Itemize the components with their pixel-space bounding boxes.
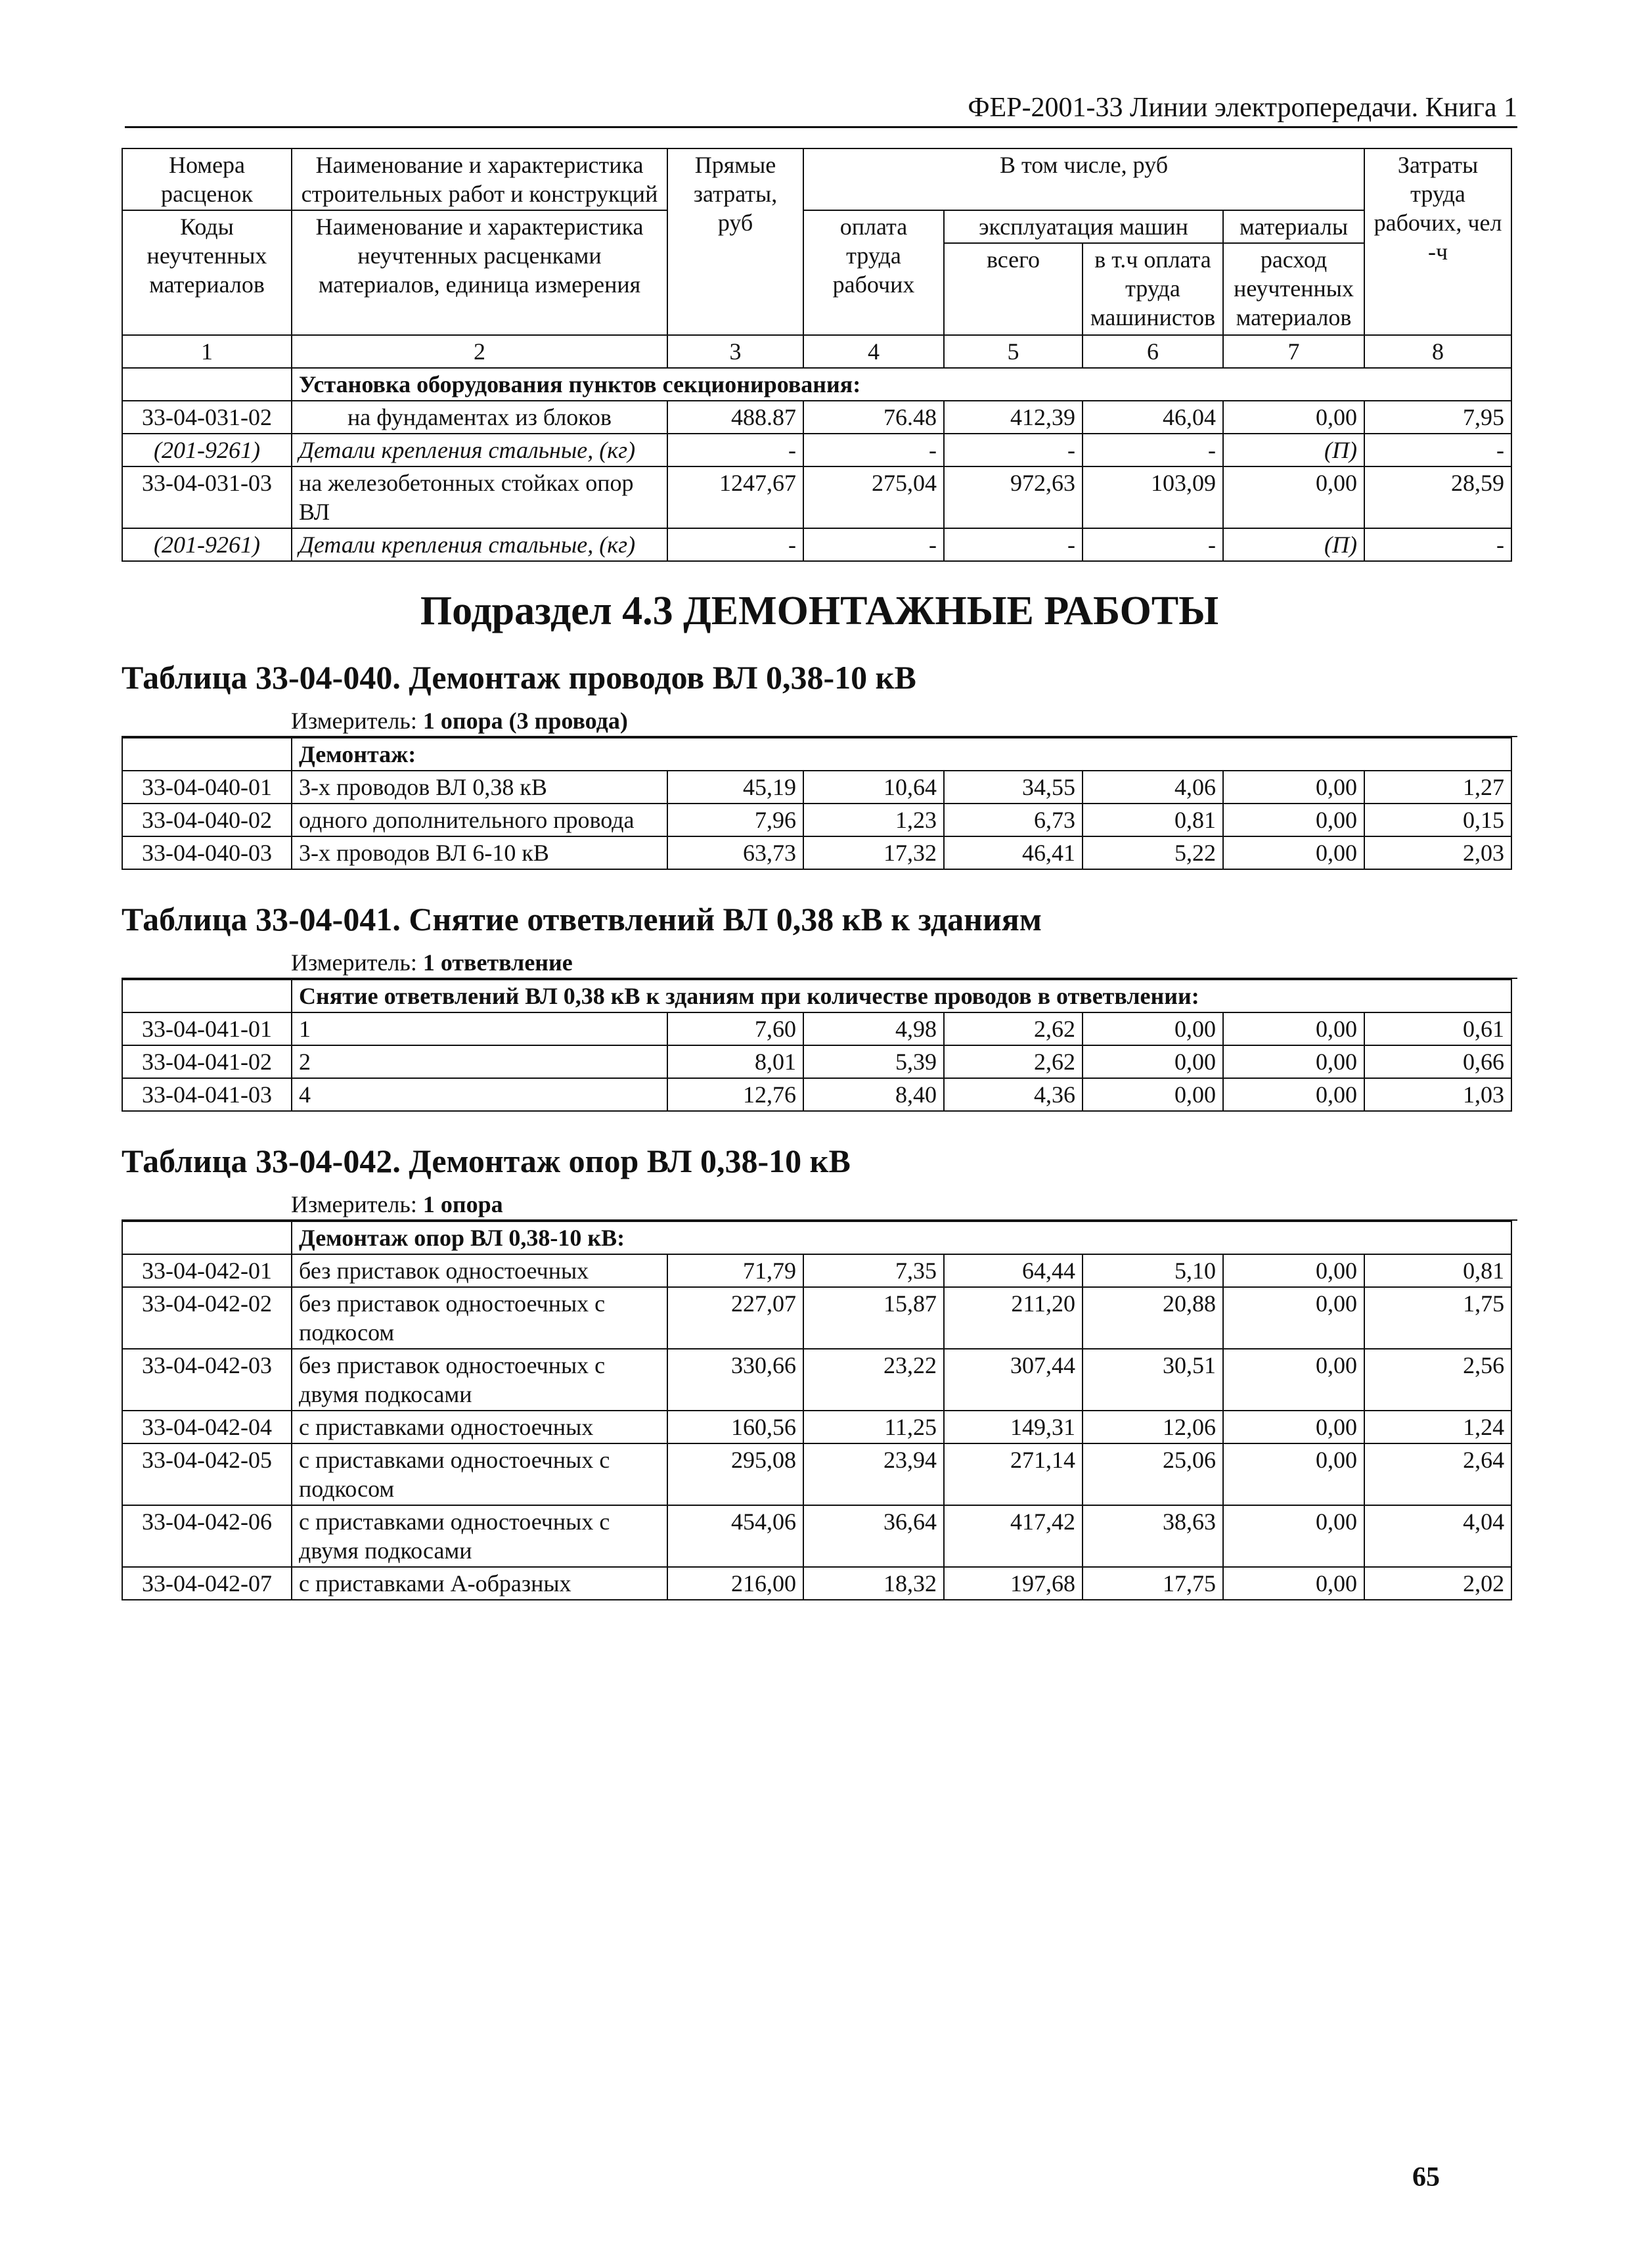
- cell-machines: 271,14: [944, 1443, 1083, 1505]
- cell-labor: 275,04: [803, 466, 944, 528]
- cell-labor: 18,32: [803, 1567, 944, 1600]
- rate-code: 33-04-042-05: [122, 1443, 292, 1505]
- group-heading: Установка оборудования пунктов секционирования:: [292, 368, 1511, 401]
- cell-labor: -: [803, 434, 944, 466]
- rate-code: 33-04-041-02: [122, 1045, 292, 1078]
- cell-machines: 4,36: [944, 1078, 1083, 1111]
- cell-operators: 103,09: [1083, 466, 1223, 528]
- cell-machines: 972,63: [944, 466, 1083, 528]
- cell-hours: 28,59: [1364, 466, 1511, 528]
- cell-materials: 0,00: [1223, 836, 1364, 869]
- subsection-title: Подраздел 4.3 ДЕМОНТАЖНЫЕ РАБОТЫ: [420, 589, 1219, 633]
- head-material-codes: Коды неучтенных материалов: [122, 210, 292, 335]
- cell-operators: 12,06: [1083, 1411, 1223, 1443]
- cell-labor: -: [803, 528, 944, 561]
- col-num: 3: [667, 335, 803, 368]
- cell-hours: 2,64: [1364, 1443, 1511, 1505]
- cell-direct: 12,76: [667, 1078, 803, 1111]
- cell-hours: 0,15: [1364, 804, 1511, 836]
- cell-hours: 1,27: [1364, 771, 1511, 804]
- rate-name: без приставок одностоечных с подкосом: [292, 1287, 667, 1349]
- head-names: Наименование и характеристика строительных работ и конструкций: [292, 148, 667, 210]
- cell-hours: 2,56: [1364, 1349, 1511, 1411]
- column-header-table: [122, 148, 1512, 562]
- rate-code: 33-04-041-01: [122, 1012, 292, 1045]
- head-codes: Номера расценок: [122, 148, 292, 210]
- cell-labor: 17,32: [803, 836, 944, 869]
- rate-name: 2: [292, 1045, 667, 1078]
- cell-machines: 149,31: [944, 1411, 1083, 1443]
- cell-labor: 23,22: [803, 1349, 944, 1411]
- cell-direct: 454,06: [667, 1505, 803, 1567]
- table-041: [122, 979, 1512, 1112]
- group-heading: Демонтаж опор ВЛ 0,38-10 кВ:: [292, 1221, 1511, 1254]
- rate-name: с приставками одностоечных с двумя подкосами: [292, 1505, 667, 1567]
- rate-code: 33-04-040-01: [122, 771, 292, 804]
- rate-code: 33-04-031-03: [122, 466, 292, 528]
- col-num: 4: [803, 335, 944, 368]
- cell-materials: 0,00: [1223, 1411, 1364, 1443]
- cell-operators: 30,51: [1083, 1349, 1223, 1411]
- cell-machines: 197,68: [944, 1567, 1083, 1600]
- head-operators-pay: в т.ч оплата труда машинистов: [1083, 243, 1223, 335]
- col-num: 1: [122, 335, 292, 368]
- cell-hours: 2,03: [1364, 836, 1511, 869]
- cell-direct: 488.87: [667, 401, 803, 434]
- cell-materials: 0,00: [1223, 1443, 1364, 1505]
- cell-hours: -: [1364, 528, 1511, 561]
- page-number: 65: [1412, 2162, 1440, 2192]
- cell-hours: 0,66: [1364, 1045, 1511, 1078]
- cell-materials: 0,00: [1223, 1078, 1364, 1111]
- cell-labor: 10,64: [803, 771, 944, 804]
- material-code: (201-9261): [122, 434, 292, 466]
- cell-machines: 64,44: [944, 1254, 1083, 1287]
- cell-operators: 5,10: [1083, 1254, 1223, 1287]
- price-tables: [122, 148, 1517, 1600]
- rate-name: на железобетонных стойках опор ВЛ: [292, 466, 667, 528]
- cell-direct: 63,73: [667, 836, 803, 869]
- head-material-usage: расход неучтенных материалов: [1223, 243, 1364, 335]
- cell-hours: 1,75: [1364, 1287, 1511, 1349]
- cell-direct: 8,01: [667, 1045, 803, 1078]
- cell-materials: (П): [1223, 434, 1364, 466]
- cell-machines: 211,20: [944, 1287, 1083, 1349]
- head-including: В том числе, руб: [803, 148, 1364, 210]
- rate-name: с приставками одностоечных: [292, 1411, 667, 1443]
- cell-machines: 46,41: [944, 836, 1083, 869]
- rate-code: 33-04-040-02: [122, 804, 292, 836]
- cell-materials: 0,00: [1223, 1012, 1364, 1045]
- rate-name: без приставок одностоечных с двумя подкосами: [292, 1349, 667, 1411]
- table-041-title: Таблица 33-04-041. Снятие ответвлений ВЛ 0,38 кВ к зданиям: [122, 901, 1042, 938]
- cell-direct: 160,56: [667, 1411, 803, 1443]
- cell-direct: -: [667, 528, 803, 561]
- rate-code: 33-04-042-07: [122, 1567, 292, 1600]
- table-040-title: Таблица 33-04-040. Демонтаж проводов ВЛ 0,38-10 кВ: [122, 659, 916, 696]
- rate-name: 1: [292, 1012, 667, 1045]
- cell-hours: 1,24: [1364, 1411, 1511, 1443]
- cell-machines: 2,62: [944, 1012, 1083, 1045]
- head-materials: материалы: [1223, 210, 1364, 243]
- cell-materials: 0,00: [1223, 1505, 1364, 1567]
- cell-materials: 0,00: [1223, 1287, 1364, 1349]
- table-041-meter: [122, 947, 1517, 979]
- cell-machines: 417,42: [944, 1505, 1083, 1567]
- head-direct-costs: Прямые затраты, руб: [667, 148, 803, 335]
- cell-labor: 23,94: [803, 1443, 944, 1505]
- table-042-title: Таблица 33-04-042. Демонтаж опор ВЛ 0,38-10 кВ: [122, 1143, 851, 1179]
- cell-operators: 20,88: [1083, 1287, 1223, 1349]
- cell-direct: 7,96: [667, 804, 803, 836]
- meter-label: Измеритель:: [291, 949, 417, 976]
- cell-labor: 4,98: [803, 1012, 944, 1045]
- rate-name: одного дополнительного провода: [292, 804, 667, 836]
- rate-code: 33-04-042-01: [122, 1254, 292, 1287]
- cell-materials: 0,00: [1223, 1045, 1364, 1078]
- rate-code: 33-04-041-03: [122, 1078, 292, 1111]
- rate-name: на фундаментах из блоков: [292, 401, 667, 434]
- rate-code: 33-04-042-06: [122, 1505, 292, 1567]
- cell-materials: 0,00: [1223, 1349, 1364, 1411]
- table-040-meter: [122, 706, 1517, 737]
- cell-direct: 71,79: [667, 1254, 803, 1287]
- cell-operators: 0,00: [1083, 1078, 1223, 1111]
- col-num: 7: [1223, 335, 1364, 368]
- cell-materials: 0,00: [1223, 401, 1364, 434]
- rate-name: 4: [292, 1078, 667, 1111]
- cell-materials: 0,00: [1223, 466, 1364, 528]
- cell-hours: -: [1364, 434, 1511, 466]
- cell-operators: -: [1083, 434, 1223, 466]
- cell-labor: 1,23: [803, 804, 944, 836]
- cell-direct: 45,19: [667, 771, 803, 804]
- meter-value: 1 ответвление: [422, 949, 573, 976]
- rate-code: 33-04-031-02: [122, 401, 292, 434]
- rate-code: 33-04-042-02: [122, 1287, 292, 1349]
- meter-value: 1 опора (3 провода): [422, 708, 628, 734]
- cell-machines: 307,44: [944, 1349, 1083, 1411]
- cell-operators: 38,63: [1083, 1505, 1223, 1567]
- cell-direct: 295,08: [667, 1443, 803, 1505]
- cell-materials: 0,00: [1223, 771, 1364, 804]
- material-name: Детали крепления стальные, (кг): [292, 528, 667, 561]
- cell-operators: 0,00: [1083, 1012, 1223, 1045]
- group-heading: Снятие ответвлений ВЛ 0,38 кВ к зданиям при количестве проводов в ответвлении:: [292, 980, 1511, 1012]
- table-042-meter: [122, 1189, 1517, 1221]
- cell-hours: 4,04: [1364, 1505, 1511, 1567]
- rate-name: с приставками одностоечных с подкосом: [292, 1443, 667, 1505]
- cell-labor: 36,64: [803, 1505, 944, 1567]
- cell-operators: 25,06: [1083, 1443, 1223, 1505]
- cell-hours: 0,61: [1364, 1012, 1511, 1045]
- head-worker-pay: оплата труда рабочих: [803, 210, 944, 335]
- cell-direct: 216,00: [667, 1567, 803, 1600]
- cell-operators: 5,22: [1083, 836, 1223, 869]
- cell-machines: 34,55: [944, 771, 1083, 804]
- cell-hours: 7,95: [1364, 401, 1511, 434]
- material-name: Детали крепления стальные, (кг): [292, 434, 667, 466]
- col-num: 5: [944, 335, 1083, 368]
- head-machines: эксплуатация машин: [944, 210, 1223, 243]
- cell-operators: 46,04: [1083, 401, 1223, 434]
- cell-labor: 11,25: [803, 1411, 944, 1443]
- table-040: [122, 737, 1512, 870]
- cell-labor: 8,40: [803, 1078, 944, 1111]
- rate-name: 3-х проводов ВЛ 6-10 кВ: [292, 836, 667, 869]
- cell-labor: 7,35: [803, 1254, 944, 1287]
- cell-direct: 7,60: [667, 1012, 803, 1045]
- rate-name: 3-х проводов ВЛ 0,38 кВ: [292, 771, 667, 804]
- col-num: 6: [1083, 335, 1223, 368]
- cell-operators: 4,06: [1083, 771, 1223, 804]
- head-material-names: Наименование и характеристика неучтенных расценками материалов, единица измерения: [292, 210, 667, 335]
- rate-code: 33-04-042-04: [122, 1411, 292, 1443]
- cell-materials: (П): [1223, 528, 1364, 561]
- head-machines-total: всего: [944, 243, 1083, 335]
- cell-operators: 17,75: [1083, 1567, 1223, 1600]
- rate-code: 33-04-040-03: [122, 836, 292, 869]
- running-header: ФЕР-2001-33 Линии электропередачи. Книга 1: [125, 92, 1517, 128]
- cell-materials: 0,00: [1223, 1254, 1364, 1287]
- cell-operators: 0,00: [1083, 1045, 1223, 1078]
- cell-materials: 0,00: [1223, 1567, 1364, 1600]
- cell-labor: 5,39: [803, 1045, 944, 1078]
- cell-labor: 15,87: [803, 1287, 944, 1349]
- cell-materials: 0,00: [1223, 804, 1364, 836]
- meter-label: Измеритель:: [291, 708, 417, 734]
- cell-machines: -: [944, 434, 1083, 466]
- meter-label: Измеритель:: [291, 1191, 417, 1217]
- col-num: 8: [1364, 335, 1511, 368]
- table-042: [122, 1221, 1512, 1600]
- cell-hours: 0,81: [1364, 1254, 1511, 1287]
- cell-machines: -: [944, 528, 1083, 561]
- head-labor-hours: Затраты труда рабочих, чел -ч: [1364, 148, 1511, 335]
- cell-direct: 1247,67: [667, 466, 803, 528]
- cell-machines: 6,73: [944, 804, 1083, 836]
- cell-machines: 2,62: [944, 1045, 1083, 1078]
- cell-operators: 0,81: [1083, 804, 1223, 836]
- cell-hours: 1,03: [1364, 1078, 1511, 1111]
- cell-operators: -: [1083, 528, 1223, 561]
- rate-name: без приставок одностоечных: [292, 1254, 667, 1287]
- meter-value: 1 опора: [422, 1191, 503, 1217]
- rate-name: с приставками А-образных: [292, 1567, 667, 1600]
- cell-direct: 330,66: [667, 1349, 803, 1411]
- cell-machines: 412,39: [944, 401, 1083, 434]
- col-num: 2: [292, 335, 667, 368]
- cell-direct: 227,07: [667, 1287, 803, 1349]
- cell-hours: 2,02: [1364, 1567, 1511, 1600]
- cell-direct: -: [667, 434, 803, 466]
- rate-code: 33-04-042-03: [122, 1349, 292, 1411]
- material-code: (201-9261): [122, 528, 292, 561]
- cell-labor: 76.48: [803, 401, 944, 434]
- group-heading: Демонтаж:: [292, 738, 1511, 771]
